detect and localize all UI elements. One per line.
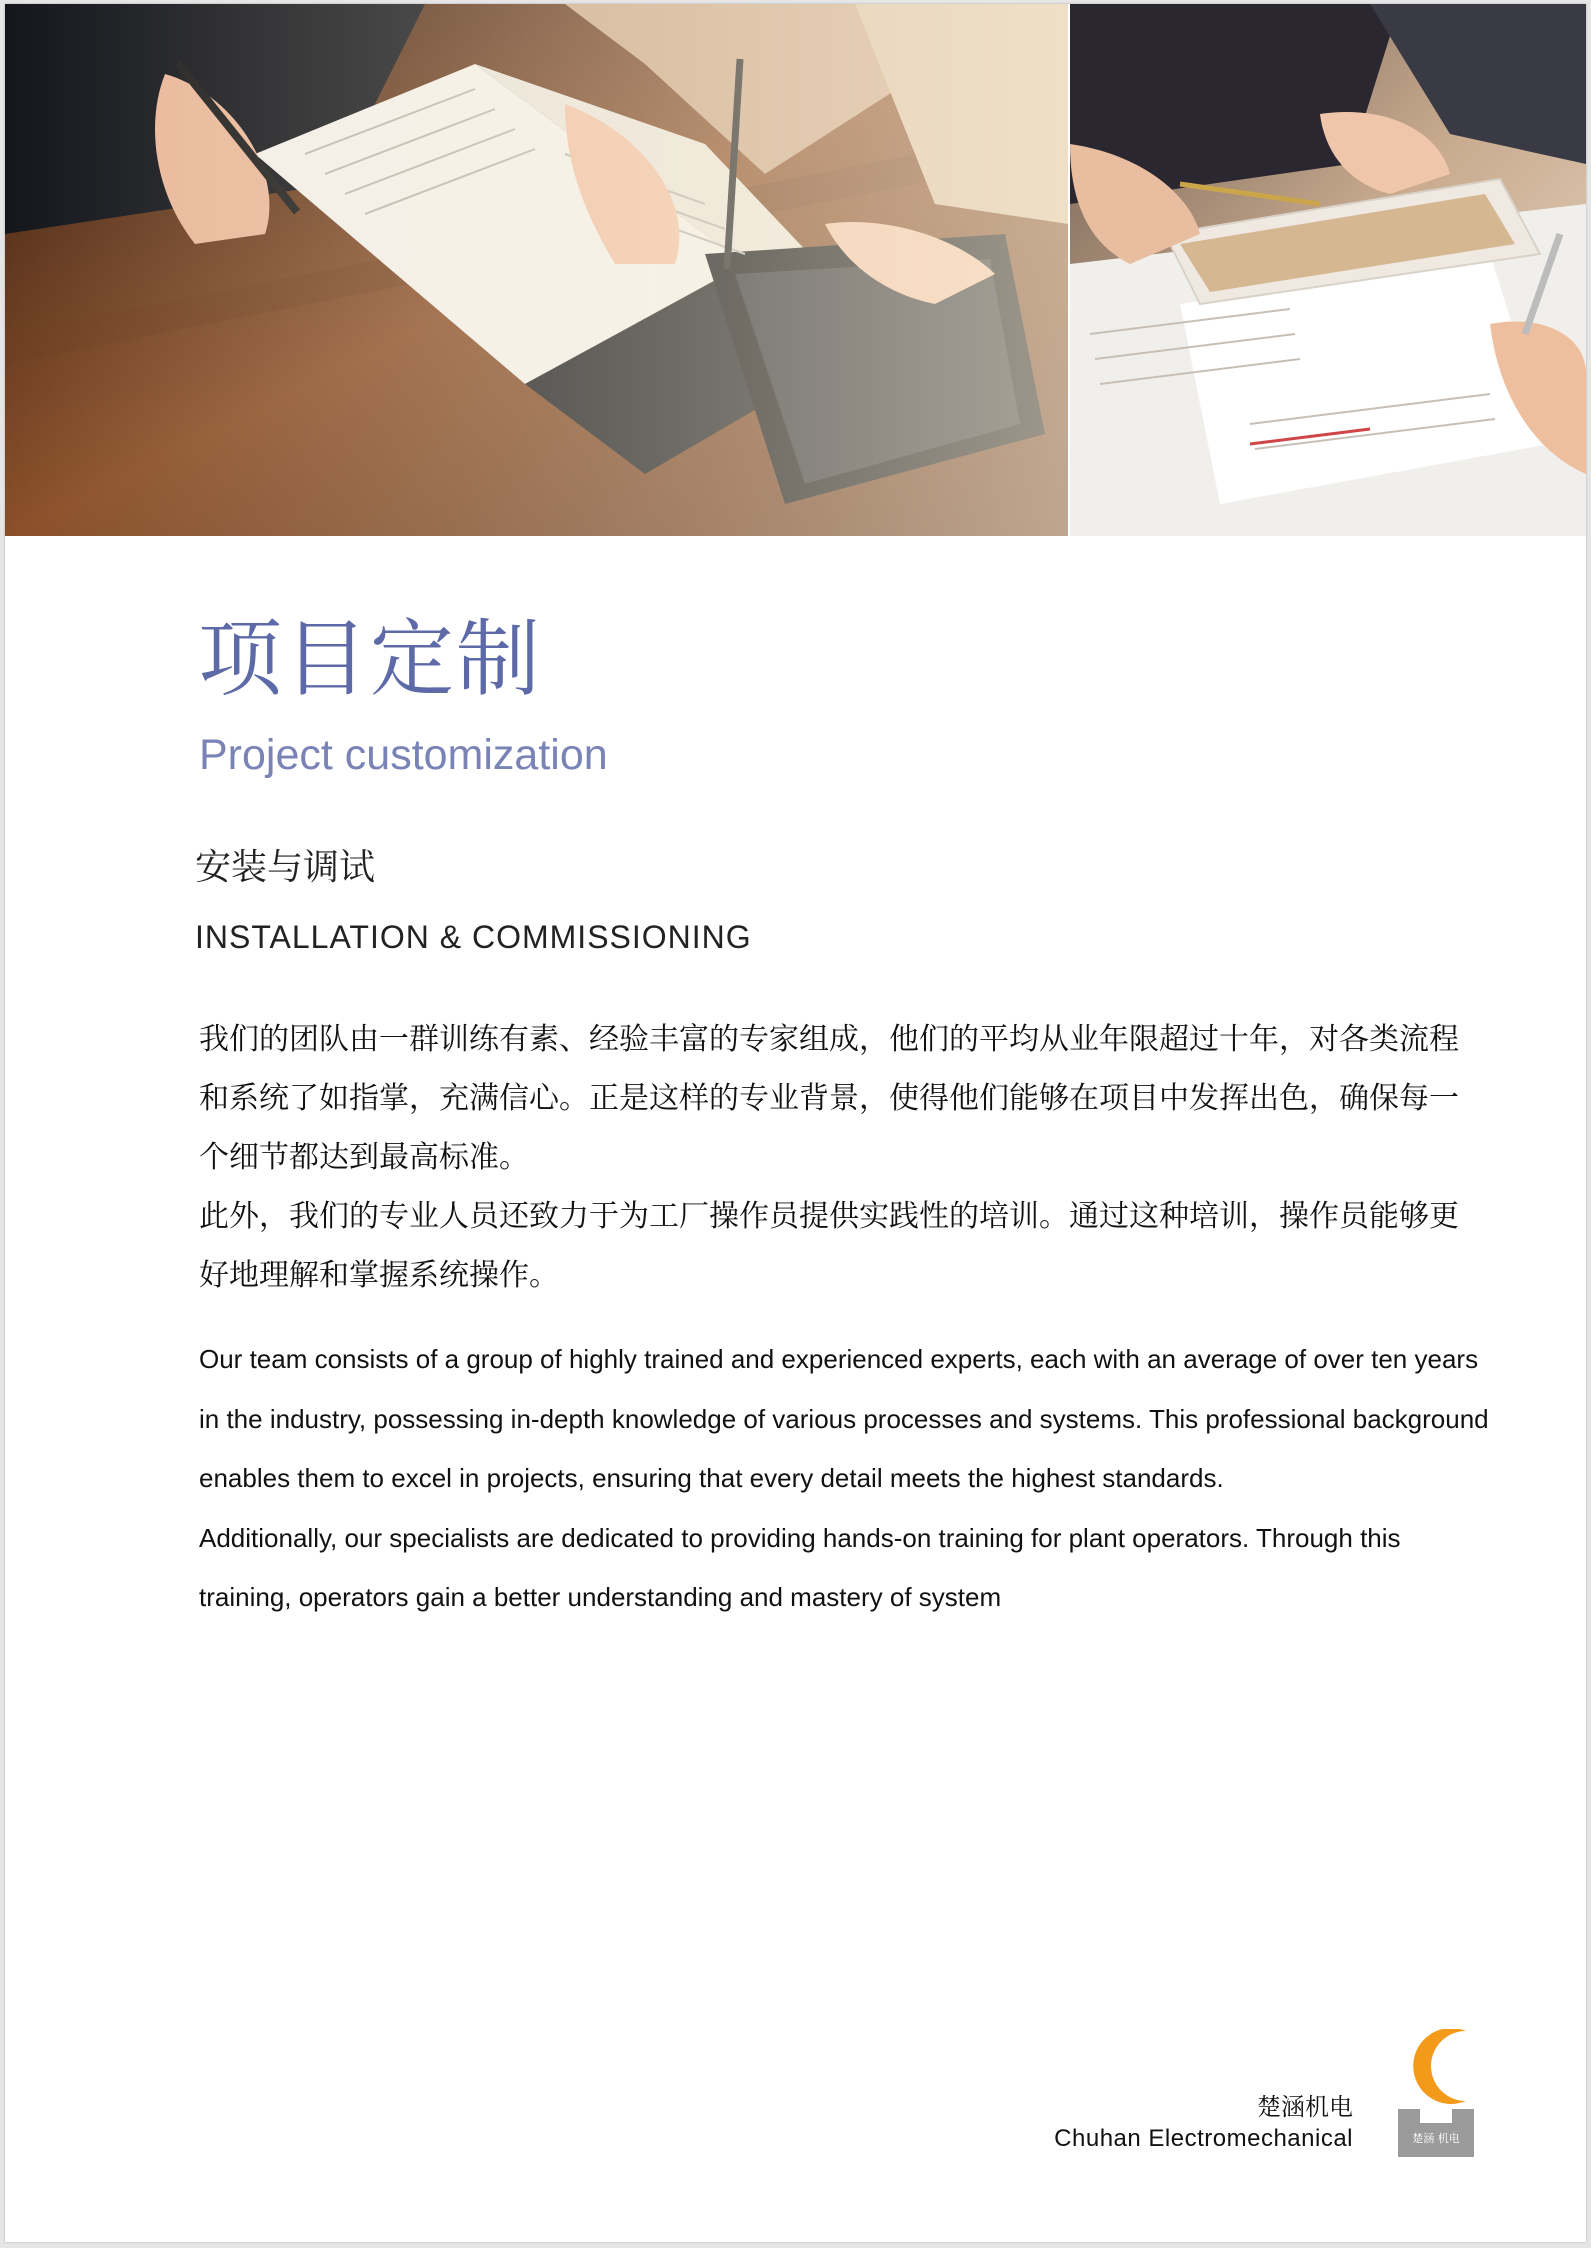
logo-text: 楚涵 机电 [1412, 2132, 1460, 2145]
document-page [5, 4, 1586, 2242]
paragraph-en-1: Our team consists of a group of highly trained and experienced experts, each with an average of over ten years in the industry, possessing in-depth knowledge of various processes and systems. This professional background enables them to excel in projects, ensuring that every detail meets the highest standards. [199, 1344, 1489, 1493]
meeting-notes-illustration [5, 4, 1068, 536]
body-text-en [199, 1330, 1499, 1628]
body-text-cn [199, 1010, 1484, 1305]
logo-mark [1390, 2029, 1476, 2161]
chuhan-logo-icon [1390, 2029, 1476, 2161]
paragraph-cn-2: 此外，我们的专业人员还致力于为工厂操作员提供实践性的培训。通过这种培训，操作员能够更好地理解和掌握系统操作。 [199, 1199, 1459, 1293]
paragraph-cn-1: 我们的团队由一群训练有素、经验丰富的专家组成，他们的平均从业年限超过十年，对各类流程和系统了如指掌，充满信心。正是这样的专业背景，使得他们能够在项目中发挥出色，确保每一个细节都达到最高标准。 [199, 1022, 1459, 1175]
section-heading-en: INSTALLATION & COMMISSIONING [195, 919, 752, 955]
company-name-cn: 楚涵机电 [1257, 2093, 1353, 2121]
company-name-en: Chuhan Electromechanical [1054, 2125, 1353, 2152]
header-photo-left [5, 4, 1068, 536]
paragraph-en-2: Additionally, our specialists are dedicated to providing hands-on training for plant operators. Through this training, operators gain a better understanding and mastery of system [199, 1522, 1401, 1612]
section-heading-cn: 安装与调试 [195, 847, 376, 888]
company-name-block [1054, 2090, 1353, 2154]
page-subtitle: Project customization [199, 731, 608, 779]
page-title: 项目定制 [198, 610, 543, 708]
document-review-illustration [1070, 4, 1586, 536]
header-photo-right [1070, 4, 1586, 536]
